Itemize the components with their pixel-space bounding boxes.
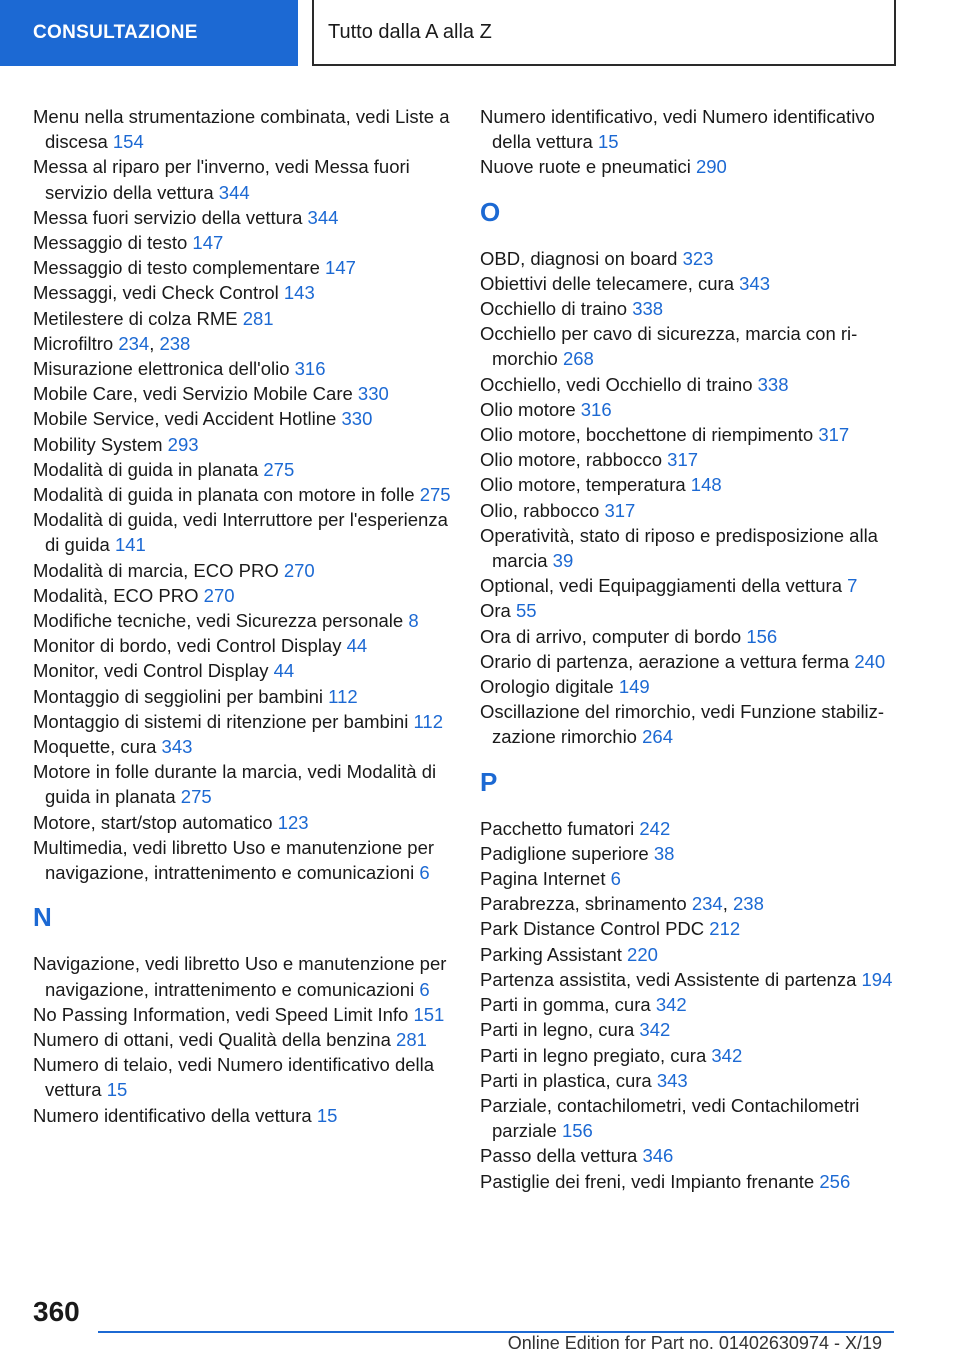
page-reference-link[interactable]: 238 — [733, 893, 764, 915]
index-entry — [480, 523, 900, 573]
index-entry-text: Occhiello per cavo di sicurezza, marcia con rimorchio — [480, 323, 858, 370]
page-reference-link[interactable]: 344 — [218, 181, 250, 203]
index-entry-text: Occhiello di traino — [480, 298, 628, 320]
index-entry — [33, 255, 453, 280]
index-entry — [480, 1043, 900, 1068]
index-entry — [33, 734, 453, 759]
index-entry-text: Microfiltro — [33, 332, 114, 354]
index-entry — [480, 598, 900, 623]
page-reference-link[interactable]: 293 — [167, 433, 199, 455]
index-entry — [33, 432, 453, 457]
index-entry — [480, 841, 900, 866]
index-entry-text: Pagina Internet — [480, 868, 606, 890]
page-reference-link[interactable]: 268 — [562, 348, 594, 370]
index-entry-text: Optional, vedi Equipaggiamenti della vettura — [480, 575, 843, 597]
index-entry-text: Orologio digitale — [480, 676, 614, 698]
index-entry-text: Modalità di guida in planata con motore in folle — [33, 484, 415, 506]
index-entry — [33, 558, 453, 583]
index-entry-text: Modalità di guida in planata — [33, 458, 259, 480]
index-entry-text: Olio motore, rabbocco — [480, 449, 663, 471]
index-entry — [33, 1052, 453, 1102]
page-reference-link[interactable]: 44 — [273, 660, 295, 682]
page-reference-link[interactable]: 6 — [419, 978, 430, 1000]
index-entry-text: Mobile Care, vedi Servizio Mobile Care — [33, 383, 353, 405]
index-entry — [33, 1002, 453, 1027]
index-entry-text: Passo della vettura — [480, 1145, 638, 1167]
index-entry — [33, 507, 453, 557]
page-reference-link[interactable]: 323 — [682, 247, 714, 269]
index-entry-text: Messaggio di testo — [33, 232, 188, 254]
page-reference-link[interactable]: 44 — [346, 635, 368, 657]
index-entry-text: Messaggio di testo complementare — [33, 257, 320, 279]
index-entry — [480, 699, 900, 749]
index-entry — [33, 280, 453, 305]
page-reference-link[interactable]: 346 — [642, 1145, 674, 1167]
index-entry — [480, 967, 900, 992]
index-entry — [480, 916, 900, 941]
index-entry — [33, 104, 453, 154]
page-reference-link[interactable]: 342 — [639, 1019, 671, 1041]
page-reference-link[interactable]: 317 — [818, 424, 850, 446]
page-reference-link[interactable]: 6 — [419, 862, 430, 884]
page-reference-link[interactable]: 15 — [597, 131, 619, 153]
index-entry-text: Partenza assistita, vedi Assistente di partenza — [480, 968, 857, 990]
index-entry-text: Messaggi, vedi Check Control — [33, 282, 279, 304]
page-reference-link[interactable]: 234 — [691, 893, 723, 915]
header-title: Tutto dalla A alla Z — [328, 20, 492, 43]
index-entry — [480, 573, 900, 598]
page-number: 360 — [33, 1296, 80, 1327]
index-entry — [480, 472, 900, 497]
index-entry-text: Olio motore, temperatura — [480, 474, 686, 496]
index-entry-text: Operatività, stato di riposo e predisposizione alla marcia — [480, 524, 878, 572]
index-entry — [33, 658, 453, 683]
index-entry — [480, 1143, 900, 1168]
index-entry-text: Numero identificativo della vettura — [33, 1104, 312, 1126]
index-entry-text: Padiglione superiore — [480, 842, 649, 864]
index-entry-text: Navigazione, vedi libretto Uso e manutenzione per navigazione, intrattenimento e comunicazioni — [33, 953, 447, 1000]
page-reference-link[interactable]: 8 — [408, 610, 419, 632]
index-entry-text: Numero di telaio, vedi Numero identificativo della vettura — [33, 1054, 435, 1101]
index-entry-text: Metilestere di colza RME — [33, 307, 238, 329]
index-entry-text: Multimedia, vedi libretto Uso e manutenzione per navigazione, intrattenimento e comunicazioni — [33, 836, 435, 884]
edition-text: Online Edition for Part no. 01402630974 - X/19 — [507, 1333, 882, 1353]
index-entry-text: Moquette, cura — [33, 736, 157, 758]
index-entry-text: Parti in legno pregiato, cura — [480, 1044, 707, 1066]
index-entry — [480, 992, 900, 1017]
index-entry-text: Obiettivi delle telecamere, cura — [480, 272, 734, 294]
index-entry-text: Oscillazione del rimorchio, vedi Funzione stabilizzazione rimorchio — [480, 701, 885, 748]
page-reference-link[interactable]: 338 — [757, 373, 789, 395]
page-reference-link[interactable]: 147 — [325, 257, 356, 279]
page-reference-link[interactable]: 275 — [263, 458, 295, 480]
index-entry-text: Menu nella strumentazione combinata, vedi Liste a discesa — [33, 106, 450, 153]
page-reference-link[interactable]: 343 — [161, 736, 193, 758]
index-entry — [33, 356, 453, 381]
index-entry-text: Numero di ottani, vedi Qualità della benzina — [33, 1028, 391, 1050]
index-entry-text: Montaggio di seggiolini per bambini — [33, 685, 324, 707]
page-reference-link[interactable]: 270 — [203, 584, 235, 606]
page-reference-link[interactable]: 15 — [316, 1104, 338, 1126]
index-entry-text: Olio, rabbocco — [480, 499, 600, 521]
page-reference-link[interactable]: 316 — [580, 398, 612, 420]
page-reference-link[interactable]: 275 — [180, 786, 212, 808]
page-reference-link[interactable]: 151 — [413, 1003, 445, 1025]
index-entry — [33, 951, 453, 1001]
index-entry-text: Modifiche tecniche, vedi Sicurezza personale — [33, 610, 404, 632]
page-reference-link[interactable]: 342 — [655, 994, 687, 1016]
page-reference-link[interactable]: 212 — [709, 918, 741, 940]
page-reference-link[interactable]: 270 — [283, 559, 315, 581]
index-entry-text: Parti in legno, cura — [480, 1019, 635, 1041]
page-reference-link[interactable]: 15 — [106, 1079, 128, 1101]
page-reference-link[interactable]: 316 — [294, 358, 326, 380]
index-entry-text: Ora di arrivo, computer di bordo — [480, 625, 742, 647]
index-entry — [480, 296, 900, 321]
index-entry-text: Park Distance Control PDC — [480, 918, 705, 940]
index-entry — [480, 372, 900, 397]
index-entry — [33, 406, 453, 431]
page-reference-link[interactable]: 7 — [847, 575, 858, 597]
index-entry-text: Orario di partenza, aerazione a vettura ferma — [480, 650, 850, 672]
page-reference-link[interactable]: 342 — [711, 1044, 743, 1066]
index-entry-text: No Passing Information, vedi Speed Limit Info — [33, 1003, 409, 1025]
index-letter-heading: P — [480, 766, 498, 797]
index-entry — [33, 810, 453, 835]
index-entry — [33, 583, 453, 608]
index-column-left — [33, 104, 453, 1128]
index-entry — [480, 397, 900, 422]
index-entry-text: Monitor di bordo, vedi Control Display — [33, 635, 342, 657]
index-entry — [33, 482, 453, 507]
index-entry — [480, 246, 900, 271]
index-entry-text: Messa al riparo per l'inverno, vedi Messa fuori servizio della vettura — [33, 156, 410, 203]
index-entry — [480, 422, 900, 447]
page-reference-link[interactable]: 112 — [413, 710, 443, 732]
index-letter-heading: N — [33, 902, 52, 933]
page-reference-link[interactable]: 156 — [746, 625, 778, 647]
index-entry-text: Modalità di guida, vedi Interruttore per l'esperienza di guida — [33, 509, 448, 556]
index-entry-text: Motore in folle durante la marcia, vedi Modalità di guida in planata — [33, 761, 437, 808]
page-reference-link[interactable]: 281 — [242, 307, 274, 329]
index-entry-text: Mobile Service, vedi Accident Hotline — [33, 408, 337, 430]
index-entry-text: Mobility System — [33, 433, 163, 455]
index-entry-text: Motore, start/stop automatico — [33, 811, 273, 833]
page-reference-link[interactable]: 330 — [341, 408, 373, 430]
index-entry-text: Nuove ruote e pneumatici — [480, 156, 691, 178]
index-entry-text: OBD, diagnosi on board — [480, 247, 678, 269]
index-column-right — [480, 104, 900, 1194]
index-entry-text: Numero identificativo, vedi Numero identificativo della vettura — [480, 106, 875, 153]
index-entry-text: Modalità, ECO PRO — [33, 584, 199, 606]
page-reference-link[interactable]: 38 — [653, 842, 675, 864]
index-entry — [33, 759, 453, 809]
index-entry — [480, 1169, 900, 1194]
page-reference-link[interactable]: 238 — [159, 332, 191, 354]
index-entry-text: Ora — [480, 600, 511, 622]
index-entry-text: Pacchetto fumatori — [480, 817, 635, 839]
index-entry-text: Parking Assistant — [480, 943, 622, 965]
index-entry — [33, 154, 453, 204]
section-label: CONSULTAZIONE — [33, 22, 198, 43]
index-entry — [480, 154, 900, 179]
index-entry — [33, 1103, 453, 1128]
index-entry-text: Olio motore, bocchettone di riempimento — [480, 424, 814, 446]
index-entry — [33, 684, 453, 709]
page-reference-link[interactable]: 194 — [861, 968, 893, 990]
index-entry: Parabrezza, sbrinamento 234, 238 — [480, 893, 764, 915]
page-reference-link[interactable]: 148 — [690, 474, 722, 496]
index-entry — [33, 230, 453, 255]
index-entry — [480, 1017, 900, 1042]
page-reference-link[interactable]: 112 — [328, 685, 358, 707]
index-entry — [480, 674, 900, 699]
index-entry-text: Misurazione elettronica dell'olio — [33, 358, 290, 380]
page-reference-link[interactable]: 39 — [552, 550, 574, 572]
page-reference-link[interactable]: 256 — [819, 1170, 851, 1192]
page-reference-link[interactable]: 344 — [307, 206, 339, 228]
page-reference-link[interactable]: 141 — [114, 534, 146, 556]
index-entry — [33, 205, 453, 230]
index-entry: Microfiltro 234, 238 — [33, 332, 191, 354]
index-entry — [480, 447, 900, 472]
page-reference-link[interactable]: 242 — [639, 817, 671, 839]
index-entry — [33, 381, 453, 406]
page-reference-link[interactable]: 55 — [515, 600, 537, 622]
index-entry-text: Parti in gomma, cura — [480, 994, 651, 1016]
page-reference-link[interactable]: 281 — [396, 1028, 427, 1050]
index-entry-text: Pastiglie dei freni, vedi Impianto frenante — [480, 1170, 815, 1192]
index-entry-text: Olio motore — [480, 398, 576, 420]
page-header — [312, 0, 896, 66]
index-entry — [480, 649, 900, 674]
index-entry — [33, 633, 453, 658]
index-entry-text: Modalità di marcia, ECO PRO — [33, 559, 279, 581]
index-entry — [480, 942, 900, 967]
index-entry — [33, 1027, 453, 1052]
page-reference-link[interactable]: 343 — [739, 272, 770, 294]
index-entry — [33, 608, 453, 633]
page-reference-link[interactable]: 317 — [604, 499, 636, 521]
page-reference-link[interactable]: 234 — [118, 332, 150, 354]
index-entry-text: Parziale, contachilometri, vedi Contachilometri parziale — [480, 1094, 860, 1142]
index-entry — [480, 866, 900, 891]
index-letter-heading: O — [480, 196, 501, 227]
index-entry — [33, 306, 453, 331]
index-entry — [480, 498, 900, 523]
index-entry — [480, 624, 900, 649]
index-entry-text: Occhiello, vedi Occhiello di traino — [480, 373, 753, 395]
page-reference-link[interactable]: 330 — [357, 383, 389, 405]
page-reference-link[interactable]: 240 — [854, 650, 886, 672]
index-entry-text: Messa fuori servizio della vettura — [33, 206, 303, 228]
index-entry — [480, 1093, 900, 1143]
index-entry — [480, 321, 900, 371]
index-entry — [480, 271, 900, 296]
page-reference-link[interactable]: 6 — [610, 868, 621, 890]
page-reference-link[interactable]: 317 — [667, 449, 699, 471]
index-entry-text: Monitor, vedi Control Display — [33, 660, 269, 682]
index-entry-text: Montaggio di sistemi di ritenzione per bambini — [33, 710, 409, 732]
page-reference-link[interactable]: 154 — [112, 131, 144, 153]
page-reference-link[interactable]: 343 — [656, 1069, 688, 1091]
page-reference-link[interactable]: 143 — [283, 282, 315, 304]
index-entry-text: Parti in plastica, cura — [480, 1069, 652, 1091]
page-reference-link[interactable]: 156 — [561, 1120, 593, 1142]
index-entry — [480, 104, 900, 154]
index-entry — [480, 816, 900, 841]
page-reference-link[interactable]: 220 — [627, 943, 658, 965]
index-entry — [33, 709, 453, 734]
index-entry-text: Parabrezza, sbrinamento — [480, 893, 687, 915]
page-reference-link[interactable]: 275 — [419, 484, 451, 506]
index-entry — [33, 457, 453, 482]
page-reference-link[interactable]: 338 — [632, 298, 664, 320]
section-tab — [0, 0, 298, 66]
index-entry — [480, 1068, 900, 1093]
page-reference-link[interactable]: 264 — [642, 726, 673, 748]
page-reference-link[interactable]: 147 — [192, 232, 224, 254]
page-reference-link[interactable]: 149 — [618, 676, 650, 698]
page-reference-link[interactable]: 290 — [695, 156, 727, 178]
page-reference-link[interactable]: 123 — [277, 811, 309, 833]
index-entry — [33, 835, 453, 885]
